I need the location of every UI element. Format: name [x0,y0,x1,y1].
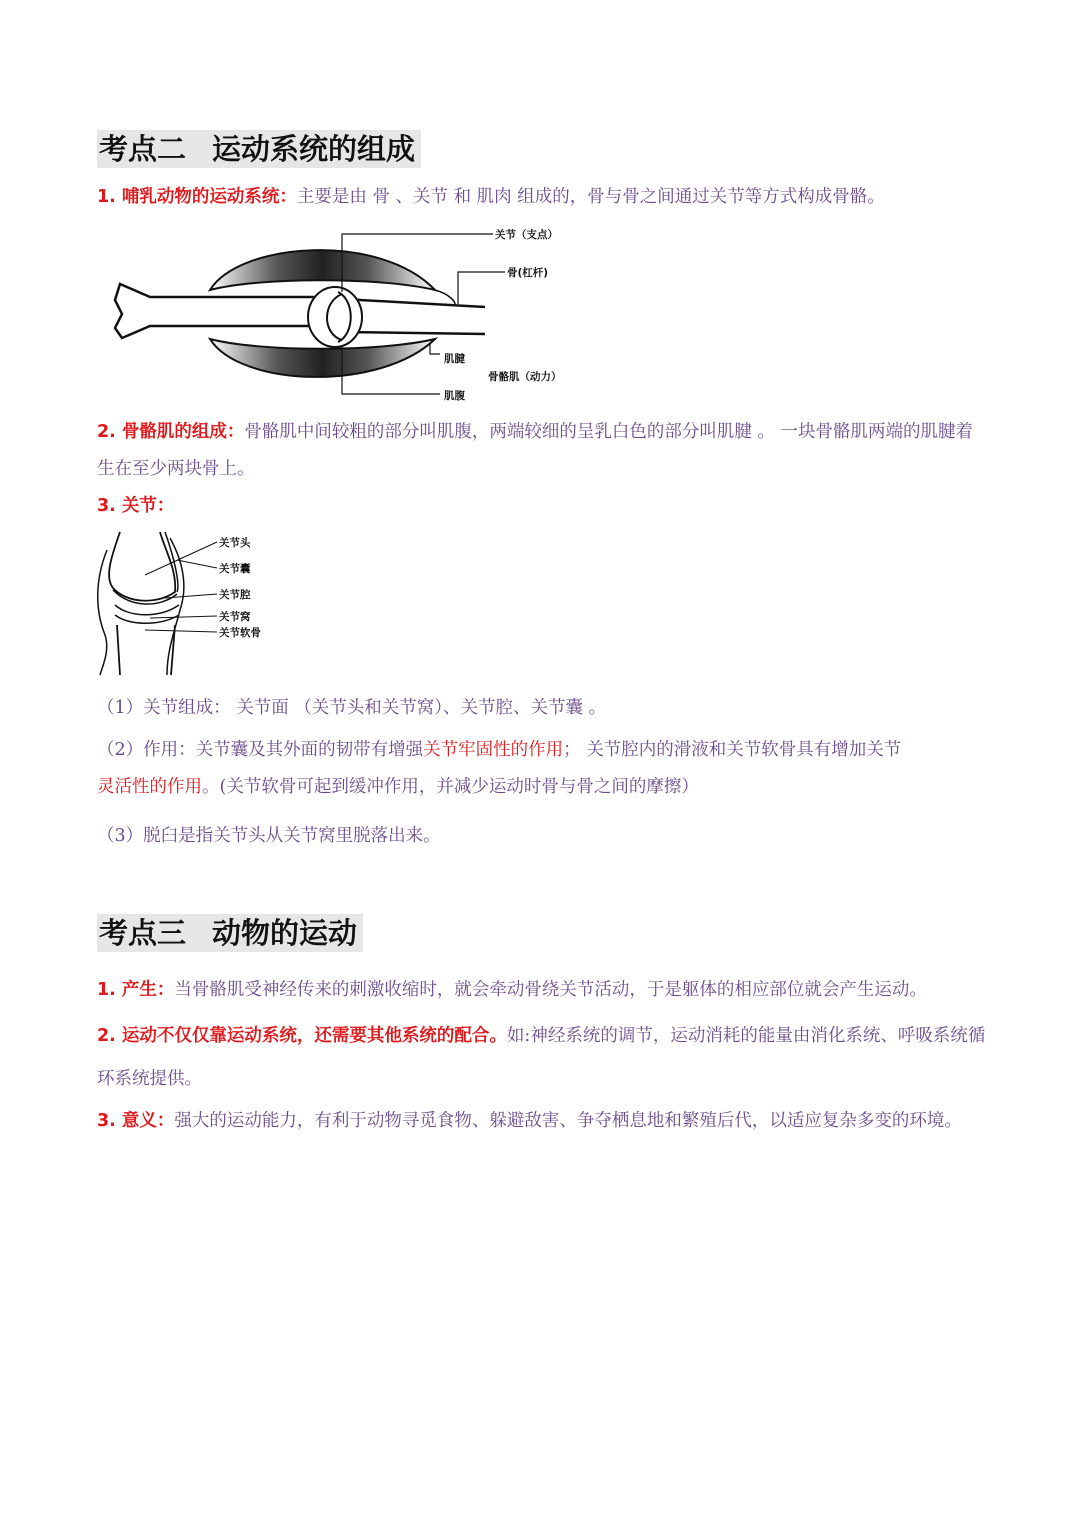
section3-heading [97,914,363,952]
paragraph-text: 如:神经系统的调节，运动消耗的能量由消化系统、呼吸系统循环系统提供。 [97,1026,986,1089]
label-joint-head: 关节头 [219,537,251,549]
item-highlight-d: 灵活性的作用 [97,777,202,797]
paragraph-label: 1. 产生： [97,980,175,1000]
section3-title: 动物的运动 [212,916,358,950]
paragraph-text: 骨骼肌中间较粗的部分叫肌腹，两端较细的呈乳白色的部分叫肌腱 。 一块骨骼肌两端的肌腱着生在至少两块骨上。 [97,422,974,479]
label-joint-cavity: 关节腔 [219,589,251,601]
section3-paragraph-3 [97,1100,987,1143]
label-joint-cartilage: 关节软骨 [219,627,261,639]
section3-paragraph-1 [97,972,987,1009]
joint-diagram [95,530,285,678]
section2-item-3 [97,818,987,855]
paragraph-text: 当骨骼肌受神经传来的刺激收缩时，就会牵动骨绕关节活动，于是躯体的相应部位就会产生运动。 [174,980,927,1000]
section3-label: 考点三 [99,916,187,950]
paragraph-label: 3. 意义： [97,1111,175,1131]
item-text-c: ； 关节腔内的滑液和关节软骨具有增加关节 [563,740,902,760]
item-text: （1）关节组成： 关节面 （关节头和关节窝）、关节腔、关节囊 。 [97,698,607,718]
section2-heading [97,130,421,168]
label-muscle-belly: 肌腹 [444,390,465,402]
section2-paragraph-2 [97,414,987,488]
paragraph-label: 3. 关节： [97,496,175,516]
section3-paragraph-2 [97,1015,987,1101]
paragraph-text: 主要是由 骨 、关节 和 肌肉 组成的，骨与骨之间通过关节等方式构成骨骼。 [296,187,885,207]
section2-paragraph-1 [97,179,987,216]
section2-item-1 [97,690,987,727]
label-joint-fulcrum: 关节（支点） [495,229,558,241]
paragraph-label: 1. 哺乳动物的运动系统： [97,187,297,207]
label-joint-socket: 关节窝 [219,611,251,623]
item-text-e: 。(关节软骨可起到缓冲作用，并减少运动时骨与骨之间的摩擦） [202,777,699,797]
label-skeletal-muscle: 骨骼肌（动力） [488,371,562,383]
section2-item-2 [97,732,987,806]
section2-paragraph-3 [97,488,987,525]
paragraph-text: 强大的运动能力，有利于动物寻觅食物、躲避敌害、争夺栖息地和繁殖后代，以适应复杂多变的环境。 [174,1111,962,1131]
section2-title: 运动系统的组成 [212,132,416,166]
item-highlight-b: 关节牢固性的作用 [423,740,564,760]
label-joint-capsule: 关节囊 [219,563,251,575]
paragraph-label: 2. 运动不仅仅靠运动系统，还需要其他系统的配合。 [97,1026,507,1046]
skeletal-muscle-diagram [110,222,580,407]
paragraph-label: 2. 骨骼肌的组成： [97,422,245,442]
item-text: （3）脱臼是指关节头从关节窝里脱落出来。 [97,826,441,846]
label-bone-lever: 骨(杠杆) [507,267,549,279]
label-tendon: 肌腱 [444,353,465,365]
section2-label: 考点二 [99,132,187,166]
item-text-a: （2）作用：关节囊及其外面的韧带有增强 [97,740,424,760]
